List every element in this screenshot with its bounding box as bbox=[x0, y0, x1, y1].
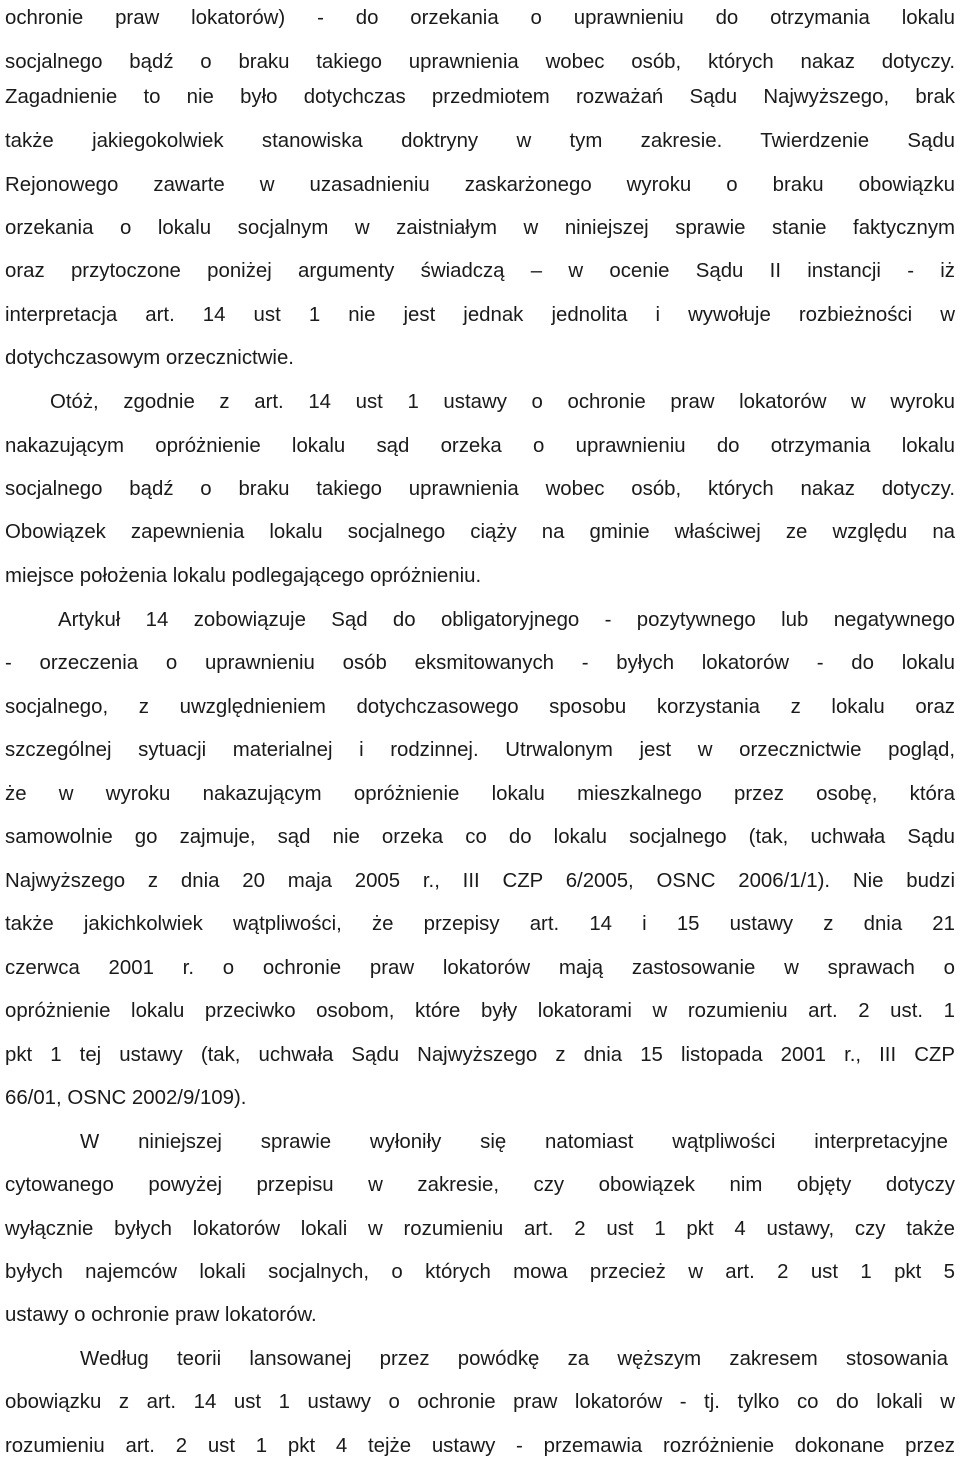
text-line: opróżnienie lokalu przeciwko osobom, które były lokatorami w rozumieniu art. 2 ust. 1 bbox=[5, 1000, 955, 1022]
text-line: pkt 1 tej ustawy (tak, uchwała Sądu Najwyższego z dnia 15 listopada 2001 r., III CZP bbox=[5, 1044, 955, 1066]
text-line: obowiązku z art. 14 ust 1 ustawy o ochronie praw lokatorów - tj. tylko co do lokali w bbox=[5, 1391, 955, 1413]
text-line: Najwyższego z dnia 20 maja 2005 r., III CZP 6/2005, OSNC 2006/1/1). Nie budzi bbox=[5, 870, 955, 892]
text-line: nakazującym opróżnienie lokalu sąd orzeka o uprawnieniu do otrzymania lokalu bbox=[5, 435, 955, 457]
text-line: socjalnego, z uwzględnieniem dotychczasowego sposobu korzystania z lokalu oraz bbox=[5, 696, 955, 718]
text-line: byłych najemców lokali socjalnych, o których mowa przecież w art. 2 ust 1 pkt 5 bbox=[5, 1261, 955, 1283]
text-line: samowolnie go zajmuje, sąd nie orzeka co do lokalu socjalnego (tak, uchwała Sądu bbox=[5, 826, 955, 848]
text-line: orzekania o lokalu socjalnym w zaistniałym w niniejszej sprawie stanie faktycznym bbox=[5, 217, 955, 239]
text-line: 66/01, OSNC 2002/9/109). bbox=[5, 1087, 247, 1109]
text-line: socjalnego bądź o braku takiego uprawnienia wobec osób, których nakaz dotyczy. bbox=[5, 478, 955, 500]
text-line: Zagadnienie to nie było dotychczas przedmiotem rozważań Sądu Najwyższego, brak bbox=[5, 86, 955, 108]
text-line: że w wyroku nakazującym opróżnienie lokalu mieszkalnego przez osobę, która bbox=[5, 783, 955, 805]
paragraph-first-line: W niniejszej sprawie wyłoniły się natomiast wątpliwości interpretacyjne bbox=[80, 1131, 948, 1153]
paragraph-first-line: Otóż, zgodnie z art. 14 ust 1 ustawy o ochronie praw lokatorów w wyroku bbox=[50, 391, 955, 413]
text-line: Rejonowego zawarte w uzasadnieniu zaskarżonego wyroku o braku obowiązku bbox=[5, 174, 955, 196]
text-line: miejsce położenia lokalu podlegającego opróżnieniu. bbox=[5, 565, 482, 587]
text-line: także jakiegokolwiek stanowiska doktryny w tym zakresie. Twierdzenie Sądu bbox=[5, 130, 955, 152]
text-line: także jakichkolwiek wątpliwości, że przepisy art. 14 i 15 ustawy z dnia 21 bbox=[5, 913, 955, 935]
paragraph-first-line: Artykuł 14 zobowiązuje Sąd do obligatoryjnego - pozytywnego lub negatywnego bbox=[58, 609, 955, 631]
text-line: dotychczasowym orzecznictwie. bbox=[5, 347, 294, 369]
text-line: rozumieniu art. 2 ust 1 pkt 4 tejże ustawy - przemawia rozróżnienie dokonane przez bbox=[5, 1435, 955, 1457]
text-line: wyłącznie byłych lokatorów lokali w rozumieniu art. 2 ust 1 pkt 4 ustawy, czy także bbox=[5, 1218, 955, 1240]
text-line: czerwca 2001 r. o ochronie praw lokatorów mają zastosowanie w sprawach o bbox=[5, 957, 955, 979]
paragraph-first-line: Według teorii lansowanej przez powódkę za węższym zakresem stosowania bbox=[80, 1348, 948, 1370]
text-line: ustawy o ochronie praw lokatorów. bbox=[5, 1304, 317, 1326]
text-line: oraz przytoczone poniżej argumenty świadczą – w ocenie Sądu II instancji - iż bbox=[5, 260, 955, 282]
text-line: interpretacja art. 14 ust 1 nie jest jednak jednolita i wywołuje rozbieżności w bbox=[5, 304, 955, 326]
text-line: ochronie praw lokatorów) - do orzekania o uprawnieniu do otrzymania lokalu bbox=[5, 7, 955, 29]
text-line: szczególnej sytuacji materialnej i rodzinnej. Utrwalonym jest w orzecznictwie pogląd, bbox=[5, 739, 955, 761]
text-line: socjalnego bądź o braku takiego uprawnienia wobec osób, których nakaz dotyczy. bbox=[5, 51, 955, 73]
text-line: Obowiązek zapewnienia lokalu socjalnego ciąży na gminie właściwej ze względu na bbox=[5, 521, 955, 543]
text-line: - orzeczenia o uprawnieniu osób eksmitowanych - byłych lokatorów - do lokalu bbox=[5, 652, 955, 674]
text-line: cytowanego powyżej przepisu w zakresie, czy obowiązek nim objęty dotyczy bbox=[5, 1174, 955, 1196]
